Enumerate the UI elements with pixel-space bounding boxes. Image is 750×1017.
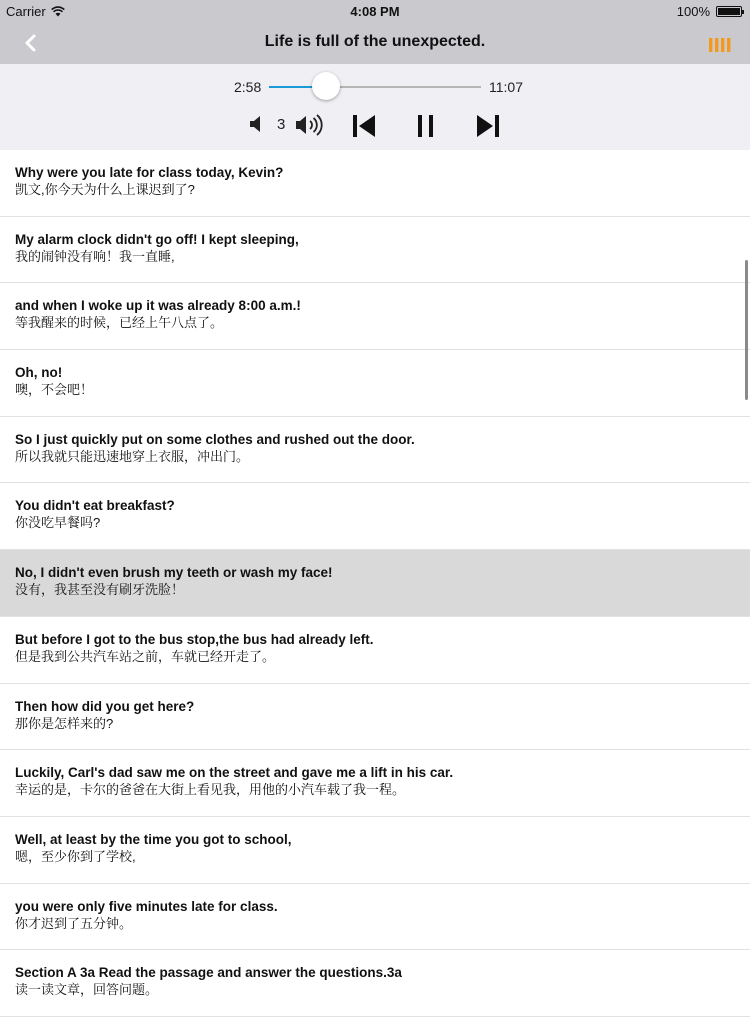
playlist-icon[interactable] xyxy=(708,36,732,54)
page-title: Life is full of the unexpected. xyxy=(264,33,486,50)
sentence-row[interactable] xyxy=(0,684,750,751)
sentence-english: So I just quickly put on some clothes and rushed out the door. xyxy=(15,431,415,447)
sentence-chinese: 没有，我甚至没有刷牙洗脸！ xyxy=(15,582,185,598)
battery-percent: 100% xyxy=(676,4,710,19)
sentence-english: No, I didn't even brush my teeth or wash my face! xyxy=(15,565,333,581)
progress-thumb[interactable] xyxy=(312,72,340,100)
volume-level: 3 xyxy=(277,116,286,133)
total-time: 11:07 xyxy=(489,79,523,95)
volume-down-icon[interactable] xyxy=(248,114,266,134)
sentence-english: Luckily, Carl's dad saw me on the street and gave me a lift in his car. xyxy=(15,765,454,781)
status-time: 4:08 PM xyxy=(350,4,400,19)
sentence-chinese: 幸运的是，卡尔的爸爸在大街上看见我，用他的小汽车载了我一程。 xyxy=(15,782,406,798)
sentence-english: and when I woke up it was already 8:00 a.m.! xyxy=(15,298,301,314)
next-track-icon[interactable] xyxy=(474,112,502,140)
sentence-chinese: 嗯，至少你到了学校, xyxy=(15,848,136,864)
sentence-chinese: 你没吃早餐吗? xyxy=(15,515,101,531)
sentence-row[interactable] xyxy=(0,150,750,217)
sentence-chinese: 那你是怎样来的? xyxy=(15,715,114,731)
sentence-row[interactable] xyxy=(0,550,750,617)
sentence-list xyxy=(0,150,750,1017)
audio-player xyxy=(0,64,750,150)
sentence-row[interactable] xyxy=(0,217,750,284)
sentence-row[interactable] xyxy=(0,950,750,1017)
sentence-row[interactable] xyxy=(0,417,750,484)
battery-icon xyxy=(716,6,742,17)
sentence-chinese: 我的闹钟没有响！我一直睡, xyxy=(15,248,175,264)
sentence-chinese: 凯文,你今天为什么上课迟到了? xyxy=(15,182,195,197)
pause-icon[interactable] xyxy=(414,112,438,140)
sentence-chinese: 你才迟到了五分钟。 xyxy=(15,915,133,931)
sentence-chinese: 所以我就只能迅速地穿上衣服，冲出门。 xyxy=(15,448,250,464)
sentence-row[interactable] xyxy=(0,617,750,684)
progress-slider[interactable] xyxy=(269,86,481,88)
sentence-english: Section A 3a Read the passage and answer the questions.3a xyxy=(15,965,402,981)
sentence-english: But before I got to the bus stop,the bus had already left. xyxy=(15,631,374,647)
sentence-english: Oh, no! xyxy=(15,365,63,381)
sentence-row[interactable] xyxy=(0,350,750,417)
sentence-row[interactable] xyxy=(0,283,750,350)
sentence-chinese: 噢，不会吧！ xyxy=(15,382,94,398)
sentence-english: you were only five minutes late for class. xyxy=(15,898,278,914)
sentence-english: Then how did you get here? xyxy=(15,698,195,714)
sentence-chinese: 等我醒来的时候，已经上午八点了。 xyxy=(15,315,224,331)
battery-info xyxy=(677,4,742,19)
sentence-chinese: 读一读文章，回答问题。 xyxy=(15,982,159,998)
navigation-bar xyxy=(0,22,750,64)
sentence-english: Well, at least by the time you got to school, xyxy=(15,831,292,847)
status-bar xyxy=(0,0,750,22)
previous-track-icon[interactable] xyxy=(350,112,378,140)
sentence-row[interactable] xyxy=(0,817,750,884)
volume-up-icon[interactable] xyxy=(294,112,326,138)
sentence-english: You didn't eat breakfast? xyxy=(15,498,175,514)
sentence-row[interactable] xyxy=(0,750,750,817)
sentence-row[interactable] xyxy=(0,483,750,550)
sentence-chinese: 但是我到公共汽车站之前，车就已经开走了。 xyxy=(15,648,276,664)
carrier-label: Carrier xyxy=(6,4,46,19)
sentence-english: Why were you late for class today, Kevin? xyxy=(15,165,284,180)
sentence-row[interactable] xyxy=(0,884,750,951)
current-time: 2:58 xyxy=(234,79,262,95)
scrollbar[interactable] xyxy=(745,260,748,400)
sentence-english: My alarm clock didn't go off! I kept sleeping, xyxy=(15,231,299,247)
